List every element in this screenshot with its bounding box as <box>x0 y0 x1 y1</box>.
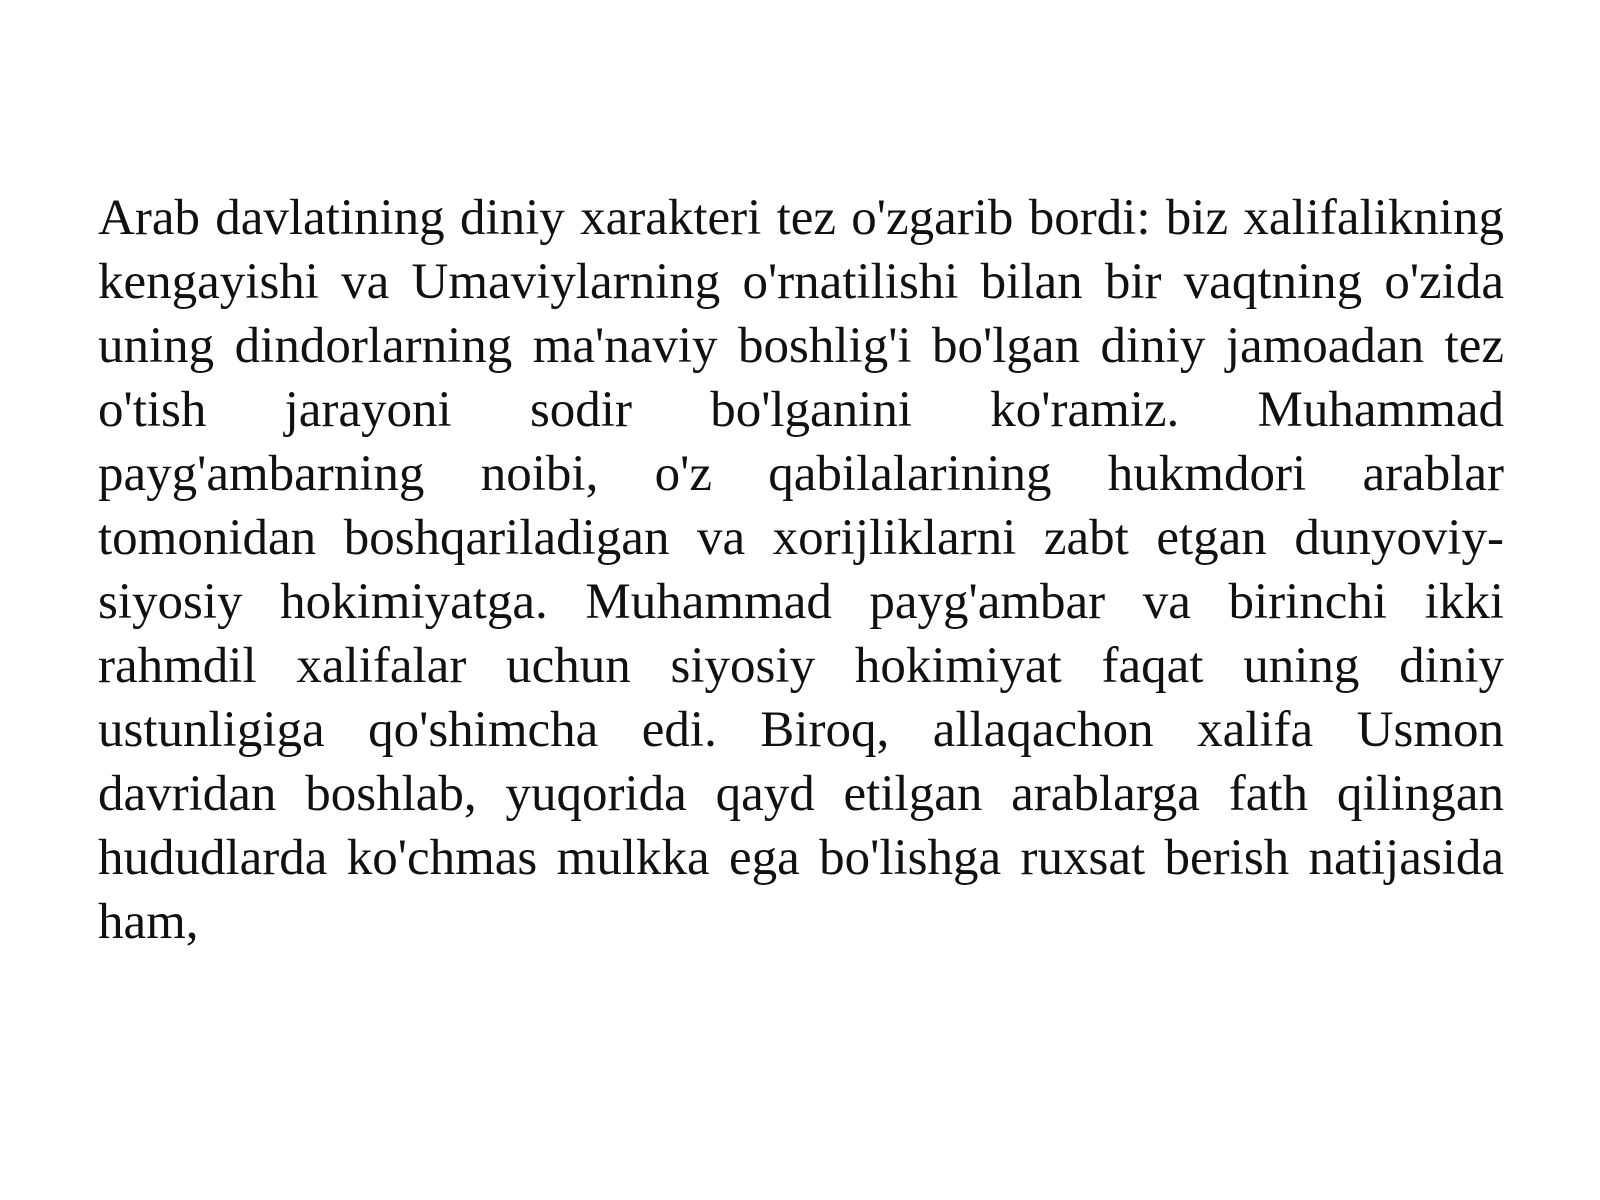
body-paragraph: Arab davlatining diniy xarakteri tez o'zgarib bordi: biz xalifalikning kengayishi va Umaviylarning o'rnatilishi bilan bir vaqtning o'zida uning dindorlarning ma'naviy boshlig'i bo'lgan diniy jamoadan tez o'tish jarayoni sodir bo'lganini ko'ramiz. Muhammad payg'ambarning noibi, o'z qabilalarining hukmdori arablar tomonidan boshqariladigan va xorijliklarni zabt etgan dunyoviy-siyosiy hokimiyatga. Muhammad payg'ambar va birinchi ikki rahmdil xalifalar uchun siyosiy hokimiyat faqat uning diniy ustunligiga qo'shimcha edi. Biroq, allaqachon xalifa Usmon davridan boshlab, yuqorida qayd etilgan arablarga fath qilingan hududlarda ko'chmas mulkka ega bo'lishga ruxsat berish natijasida ham, <box>98 190 1504 950</box>
